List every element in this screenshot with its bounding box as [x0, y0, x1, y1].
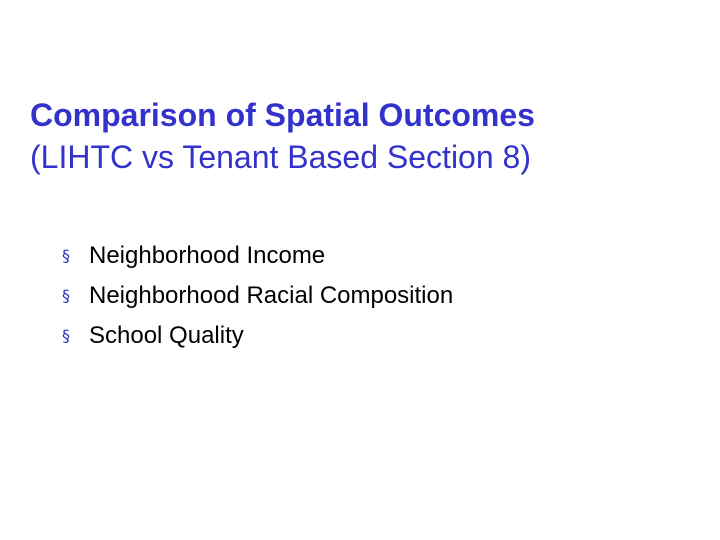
- slide-title: [30, 94, 700, 178]
- title-line-2: (LIHTC vs Tenant Based Section 8): [30, 139, 531, 175]
- bullet-text: Neighborhood Racial Composition: [89, 282, 454, 309]
- bullet-marker-icon: §: [62, 286, 70, 305]
- bullet-marker-icon: §: [62, 326, 70, 345]
- bullet-text: School Quality: [89, 322, 244, 349]
- bullet-marker-icon: §: [62, 246, 70, 265]
- title-line-1: Comparison of Spatial Outcomes: [30, 97, 535, 133]
- bullet-text: Neighborhood Income: [89, 242, 326, 269]
